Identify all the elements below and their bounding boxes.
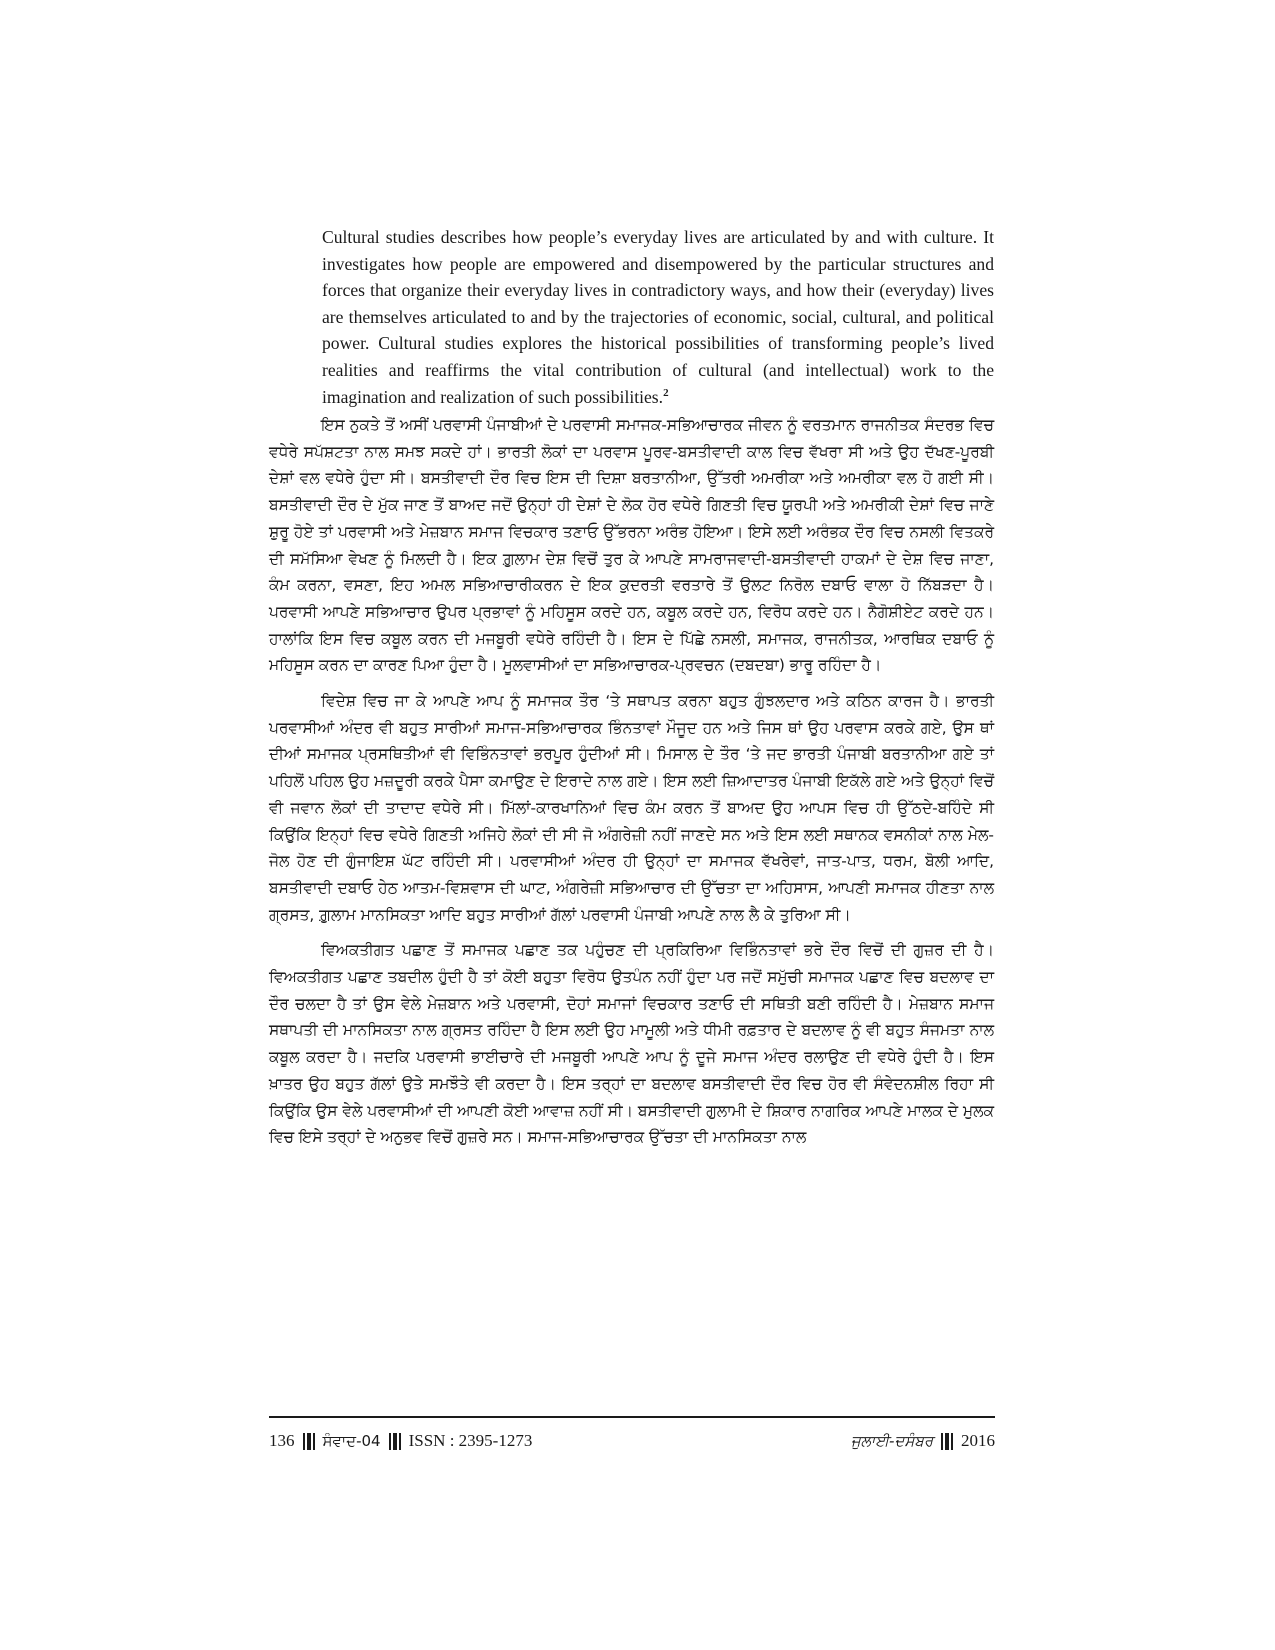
footnote-marker: 2 [663, 386, 669, 399]
issue-period: ਜੁਲਾਈ-ਦਸੰਬਰ [850, 1432, 933, 1450]
journal-name: ਸੰਵਾਦ-04 [322, 1432, 381, 1450]
paragraph-3: ਵਿਅਕਤੀਗਤ ਪਛਾਣ ਤੋਂ ਸਮਾਜਕ ਪਛਾਣ ਤਕ ਪਹੁੰਚਣ ਦੀ ਪ੍ਰਕਿਰਿਆ ਵਿਭਿੰਨਤਾਵਾਂ ਭਰੇ ਦੌਰ ਵਿਚੋਂ ਦੀ ਗੁਜ਼ਰ ਦੀ ਹੈ। ਵਿਅਕਤੀਗਤ ਪਛਾਣ ਤਬਦੀਲ ਹੁੰਦੀ ਹੈ ਤਾਂ ਕੋਈ ਬਹੁਤਾ ਵਿਰੋਧ ਉਤਪੰਨ ਨਹੀਂ ਹੁੰਦਾ ਪਰ ਜਦੋਂ ਸਮੁੱਚੀ ਸਮਾਜਕ ਪਛਾਣ ਵਿਚ ਬਦਲਾਵ ਦਾ ਦੌਰ ਚਲਦਾ ਹੈ ਤਾਂ ਉਸ ਵੇਲੇ ਮੇਜ਼ਬਾਨ ਅਤੇ ਪਰਵਾਸੀ, ਦੋਹਾਂ ਸਮਾਜਾਂ ਵਿਚਕਾਰ ਤਣਾਓ ਦੀ ਸਥਿਤੀ ਬਣੀ ਰਹਿੰਦੀ ਹੈ। ਮੇਜ਼ਬਾਨ ਸਮਾਜ ਸਥਾਪਤੀ ਦੀ ਮਾਨਸਿਕਤਾ ਨਾਲ ਗ੍ਰਸਤ ਰਹਿੰਦਾ ਹੈ ਇਸ ਲਈ ਉਹ ਮਾਮੂਲੀ ਅਤੇ ਧੀਮੀ ਰਫ਼ਤਾਰ ਦੇ ਬਦਲਾਵ ਨੂੰ ਵੀ ਬਹੁਤ ਸੰਜਮਤਾ ਨਾਲ ਕਬੂਲ ਕਰਦਾ ਹੈ। ਜਦਕਿ ਪਰਵਾਸੀ ਭਾਈਚਾਰੇ ਦੀ ਮਜਬੂਰੀ ਆਪਣੇ ਆਪ ਨੂੰ ਦੂਜੇ ਸਮਾਜ ਅੰਦਰ ਰਲਾਉਣ ਦੀ ਵਧੇਰੇ ਹੁੰਦੀ ਹੈ। ਇਸ ਖ਼ਾਤਰ ਉਹ ਬਹੁਤ ਗੱਲਾਂ ਉਤੇ ਸਮਝੌਤੇ ਵੀ ਕਰਦਾ ਹੈ। ਇਸ ਤਰ੍ਹਾਂ ਦਾ ਬਦਲਾਵ ਬਸਤੀਵਾਦੀ ਦੌਰ ਵਿਚ ਹੋਰ ਵੀ ਸੰਵੇਦਨਸ਼ੀਲ ਰਿਹਾ ਸੀ ਕਿਉਂਕਿ ਉਸ ਵੇਲੇ ਪਰਵਾਸੀਆਂ ਦੀ ਆਪਣੀ ਕੋਈ ਆਵਾਜ਼ ਨਹੀਂ ਸੀ। ਬਸਤੀਵਾਦੀ ਗੁਲਾਮੀ ਦੇ ਸ਼ਿਕਾਰ ਨਾਗਰਿਕ ਆਪਣੇ ਮਾਲਕ ਦੇ ਮੁਲਕ ਵਿਚ ਇਸੇ ਤਰ੍ਹਾਂ ਦੇ ਅਨੁਭਵ ਵਿਚੋਂ ਗੁਜ਼ਰੇ ਸਨ। ਸਮਾਜ-ਸਭਿਆਚਾਰਕ ਉੱਚਤਾ ਦੀ ਮਾਨਸਿਕਤਾ ਨਾਲ [269, 941, 994, 1147]
separator-bars-icon [303, 1433, 315, 1450]
separator-bars-icon [389, 1433, 401, 1450]
footer-rule [269, 1416, 995, 1418]
issn: ISSN : 2395-1273 [408, 1431, 533, 1450]
footer-left [269, 1431, 532, 1451]
page-footer [269, 1426, 995, 1456]
quote-text: Cultural studies describes how people’s everyday lives are articulated by and with culture. It investigates how people are empowered and disempowered by the particular structures and forces that organize their everyday lives in contradictory ways, and how their (everyday) lives are themselves articulated to and by the trajectories of economic, social, cultural, and political power. Cultural studies explores the historical possibilities of transforming people’s lived realities and reaffirms the vital contribution of cultural (and intellectual) work to the imagination and realization of such possibilities. [322, 227, 994, 407]
footer-right [851, 1431, 995, 1451]
separator-bars-icon [941, 1433, 953, 1450]
issue-year: 2016 [961, 1431, 995, 1450]
body-text [269, 412, 994, 1160]
block-quote [322, 224, 994, 410]
paragraph-1: ਇਸ ਨੁਕਤੇ ਤੋਂ ਅਸੀਂ ਪਰਵਾਸੀ ਪੰਜਾਬੀਆਂ ਦੇ ਪਰਵਾਸੀ ਸਮਾਜਕ-ਸਭਿਆਚਾਰਕ ਜੀਵਨ ਨੂੰ ਵਰਤਮਾਨ ਰਾਜਨੀਤਕ ਸੰਦਰਭ ਵਿਚ ਵਧੇਰੇ ਸਪੱਸ਼ਟਤਾ ਨਾਲ ਸਮਝ ਸਕਦੇ ਹਾਂ। ਭਾਰਤੀ ਲੋਕਾਂ ਦਾ ਪਰਵਾਸ ਪੂਰਵ-ਬਸਤੀਵਾਦੀ ਕਾਲ ਵਿਚ ਵੱਖਰਾ ਸੀ ਅਤੇ ਉਹ ਦੱਖਣ-ਪੂਰਬੀ ਦੇਸ਼ਾਂ ਵਲ ਵਧੇਰੇ ਹੁੰਦਾ ਸੀ। ਬਸਤੀਵਾਦੀ ਦੌਰ ਵਿਚ ਇਸ ਦੀ ਦਿਸ਼ਾ ਬਰਤਾਨੀਆ, ਉੱਤਰੀ ਅਮਰੀਕਾ ਅਤੇ ਅਮਰੀਕਾ ਵਲ ਹੋ ਗਈ ਸੀ। ਬਸਤੀਵਾਦੀ ਦੌਰ ਦੇ ਮੁੱਕ ਜਾਣ ਤੋਂ ਬਾਅਦ ਜਦੋਂ ਉਨ੍ਹਾਂ ਹੀ ਦੇਸ਼ਾਂ ਦੇ ਲੋਕ ਹੋਰ ਵਧੇਰੇ ਗਿਣਤੀ ਵਿਚ ਯੂਰਪੀ ਅਤੇ ਅਮਰੀਕੀ ਦੇਸ਼ਾਂ ਵਿਚ ਜਾਣੇ ਸ਼ੁਰੂ ਹੋਏ ਤਾਂ ਪਰਵਾਸੀ ਅਤੇ ਮੇਜ਼ਬਾਨ ਸਮਾਜ ਵਿਚਕਾਰ ਤਣਾਓ ਉੱਭਰਨਾ ਅਰੰਭ ਹੋਇਆ। ਇਸੇ ਲਈ ਅਰੰਭਕ ਦੌਰ ਵਿਚ ਨਸਲੀ ਵਿਤਕਰੇ ਦੀ ਸਮੱਸਿਆ ਵੇਖਣ ਨੂੰ ਮਿਲਦੀ ਹੈ। ਇਕ ਗ਼ੁਲਾਮ ਦੇਸ਼ ਵਿਚੋਂ ਤੁਰ ਕੇ ਆਪਣੇ ਸਾਮਰਾਜਵਾਦੀ-ਬਸਤੀਵਾਦੀ ਹਾਕਮਾਂ ਦੇ ਦੇਸ਼ ਵਿਚ ਜਾਣਾ, ਕੰਮ ਕਰਨਾ, ਵਸਣਾ, ਇਹ ਅਮਲ ਸਭਿਆਚਾਰੀਕਰਨ ਦੇ ਇਕ ਕੁਦਰਤੀ ਵਰਤਾਰੇ ਤੋਂ ਉਲਟ ਨਿਰੋਲ ਦਬਾਓ ਵਾਲਾ ਹੋ ਨਿੱਬੜਦਾ ਹੈ। ਪਰਵਾਸੀ ਆਪਣੇ ਸਭਿਆਚਾਰ ਉਪਰ ਪ੍ਰਭਾਵਾਂ ਨੂੰ ਮਹਿਸੂਸ ਕਰਦੇ ਹਨ, ਕਬੂਲ ਕਰਦੇ ਹਨ, ਵਿਰੋਧ ਕਰਦੇ ਹਨ। ਨੈਗੋਸ਼ੀਏਟ ਕਰਦੇ ਹਨ। ਹਾਲਾਂਕਿ ਇਸ ਵਿਚ ਕਬੂਲ ਕਰਨ ਦੀ ਮਜਬੂਰੀ ਵਧੇਰੇ ਰਹਿੰਦੀ ਹੈ। ਇਸ ਦੇ ਪਿੱਛੇ ਨਸਲੀ, ਸਮਾਜਕ, ਰਾਜਨੀਤਕ, ਆਰਥਿਕ ਦਬਾਓ ਨੂੰ ਮਹਿਸੂਸ ਕਰਨ ਦਾ ਕਾਰਣ ਪਿਆ ਹੁੰਦਾ ਹੈ। ਮੂਲਵਾਸੀਆਂ ਦਾ ਸਭਿਆਚਾਰਕ-ਪ੍ਰਵਚਨ (ਦਬਦਬਾ) ਭਾਰੂ ਰਹਿੰਦਾ ਹੈ। [269, 416, 994, 675]
paragraph-2: ਵਿਦੇਸ਼ ਵਿਚ ਜਾ ਕੇ ਆਪਣੇ ਆਪ ਨੂੰ ਸਮਾਜਕ ਤੌਰ ‘ਤੇ ਸਥਾਪਤ ਕਰਨਾ ਬਹੁਤ ਗੁੰਝਲਦਾਰ ਅਤੇ ਕਠਿਨ ਕਾਰਜ ਹੈ। ਭਾਰਤੀ ਪਰਵਾਸੀਆਂ ਅੰਦਰ ਵੀ ਬਹੁਤ ਸਾਰੀਆਂ ਸਮਾਜ-ਸਭਿਆਚਾਰਕ ਭਿੰਨਤਾਵਾਂ ਮੌਜੂਦ ਹਨ ਅਤੇ ਜਿਸ ਥਾਂ ਉਹ ਪਰਵਾਸ ਕਰਕੇ ਗਏ, ਉਸ ਥਾਂ ਦੀਆਂ ਸਮਾਜਕ ਪ੍ਰਸਥਿਤੀਆਂ ਵੀ ਵਿਭਿੰਨਤਾਵਾਂ ਭਰਪੂਰ ਹੁੰਦੀਆਂ ਸੀ। ਮਿਸਾਲ ਦੇ ਤੌਰ ‘ਤੇ ਜਦ ਭਾਰਤੀ ਪੰਜਾਬੀ ਬਰਤਾਨੀਆ ਗਏ ਤਾਂ ਪਹਿਲੋਂ ਪਹਿਲ ਉਹ ਮਜ਼ਦੂਰੀ ਕਰਕੇ ਪੈਸਾ ਕਮਾਉਣ ਦੇ ਇਰਾਦੇ ਨਾਲ ਗਏ। ਇਸ ਲਈ ਜ਼ਿਆਦਾਤਰ ਪੰਜਾਬੀ ਇਕੱਲੇ ਗਏ ਅਤੇ ਉਨ੍ਹਾਂ ਵਿਚੋਂ ਵੀ ਜਵਾਨ ਲੋਕਾਂ ਦੀ ਤਾਦਾਦ ਵਧੇਰੇ ਸੀ। ਮਿੱਲਾਂ-ਕਾਰਖਾਨਿਆਂ ਵਿਚ ਕੰਮ ਕਰਨ ਤੋਂ ਬਾਅਦ ਉਹ ਆਪਸ ਵਿਚ ਹੀ ਉੱਠਦੇ-ਬਹਿੰਦੇ ਸੀ ਕਿਉਂਕਿ ਇਨ੍ਹਾਂ ਵਿਚ ਵਧੇਰੇ ਗਿਣਤੀ ਅਜਿਹੇ ਲੋਕਾਂ ਦੀ ਸੀ ਜੋ ਅੰਗਰੇਜ਼ੀ ਨਹੀਂ ਜਾਣਦੇ ਸਨ ਅਤੇ ਇਸ ਲਈ ਸਥਾਨਕ ਵਸਨੀਕਾਂ ਨਾਲ ਮੇਲ-ਜੋਲ ਹੋਣ ਦੀ ਗੁੰਜਾਇਸ਼ ਘੱਟ ਰਹਿੰਦੀ ਸੀ। ਪਰਵਾਸੀਆਂ ਅੰਦਰ ਹੀ ਉਨ੍ਹਾਂ ਦਾ ਸਮਾਜਕ ਵੱਖਰੇਵਾਂ, ਜਾਤ-ਪਾਤ, ਧਰਮ, ਬੋਲੀ ਆਦਿ, ਬਸਤੀਵਾਦੀ ਦਬਾਓ ਹੇਠ ਆਤਮ-ਵਿਸ਼ਵਾਸ ਦੀ ਘਾਟ, ਅੰਗਰੇਜ਼ੀ ਸਭਿਆਚਾਰ ਦੀ ਉੱਚਤਾ ਦਾ ਅਹਿਸਾਸ, ਆਪਣੀ ਸਮਾਜਕ ਹੀਣਤਾ ਨਾਲ ਗ੍ਰਸਤ, ਗ਼ੁਲਾਮ ਮਾਨਸਿਕਤਾ ਆਦਿ ਬਹੁਤ ਸਾਰੀਆਂ ਗੱਲਾਂ ਪਰਵਾਸੀ ਪੰਜਾਬੀ ਆਪਣੇ ਨਾਲ ਲੈ ਕੇ ਤੁਰਿਆ ਸੀ। [269, 692, 994, 924]
page-number: 136 [269, 1431, 295, 1450]
